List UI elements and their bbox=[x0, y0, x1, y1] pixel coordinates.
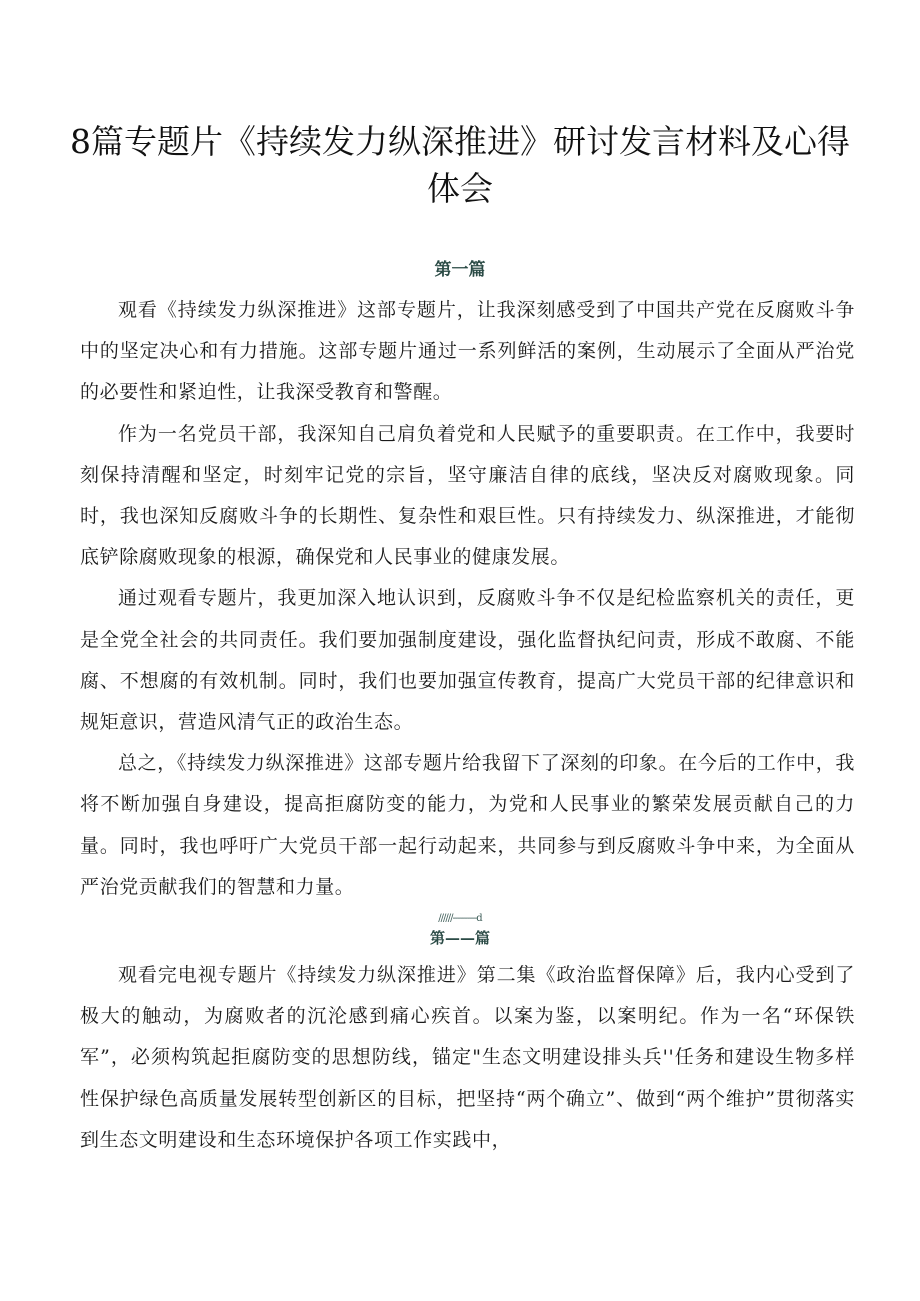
paragraph: 观看完电视专题片《持续发力纵深推进》第二集《政治监督保障》后，我内心受到了极大的触动，为腐败者的沉沦感到痛心疾首。以案为鉴，以案明纪。作为一名“环保铁军”，必须构筑起拒腐防变的思想防线，锚定"生态文明建设排头兵''任务和建设生物多样性保护绿色高质量发展转型创新区的目标，把坚持“两个确立”、做到“两个维护”贯彻落实到生态文明建设和生态环境保护各项工作实践中， bbox=[80, 964, 855, 1151]
section-body-2 bbox=[80, 955, 855, 1161]
section-heading-1: 第一篇 bbox=[434, 260, 486, 280]
paragraph: 总之，《持续发力纵深推进》这部专题片给我留下了深刻的印象。在今后的工作中，我将不断加强自身建设，提高拒腐防变的能力，为党和人民事业的繁荣发展贡献自己的力量。同时，我也呼吁广大党员干部一起行动起来，共同参与到反腐败斗争中来，为全面从严治党贡献我们的智慧和力量。 bbox=[80, 752, 855, 898]
section-body-1 bbox=[80, 290, 855, 908]
section-heading-mark: //////----------d bbox=[438, 913, 482, 924]
paragraph: 作为一名党员干部，我深知自己肩负着党和人民赋予的重要职责。在工作中，我要时刻保持清醒和坚定，时刻牢记党的宗旨，坚守廉洁自律的底线，坚决反对腐败现象。同时，我也深知反腐败斗争的长期性、复杂性和艰巨性。只有持续发力、纵深推进，才能彻底铲除腐败现象的根源，确保党和人民事业的健康发展。 bbox=[80, 422, 855, 569]
paragraph: 通过观看专题片，我更加深入地认识到，反腐败斗争不仅是纪检监察机关的责任，更是全党全社会的共同责任。我们要加强制度建设，强化监督执纪问责，形成不敢腐、不能腐、不想腐的有效机制。同时，我们也要加强宣传教育，提高广大党员干部的纪律意识和规矩意识，营造风清气正的政治生态。 bbox=[80, 587, 855, 734]
section-heading-2: 第——篇 bbox=[429, 929, 490, 947]
document-title: 8篇专题片《持续发力纵深推进》研讨发言材料及心得体会 bbox=[70, 122, 850, 208]
paragraph: 观看《持续发力纵深推进》这部专题片，让我深刻感受到了中国共产党在反腐败斗争中的坚定决心和有力措施。这部专题片通过一系列鲜活的案例，生动展示了全面从严治党的必要性和紧迫性，让我深受教育和警醒。 bbox=[80, 299, 855, 404]
